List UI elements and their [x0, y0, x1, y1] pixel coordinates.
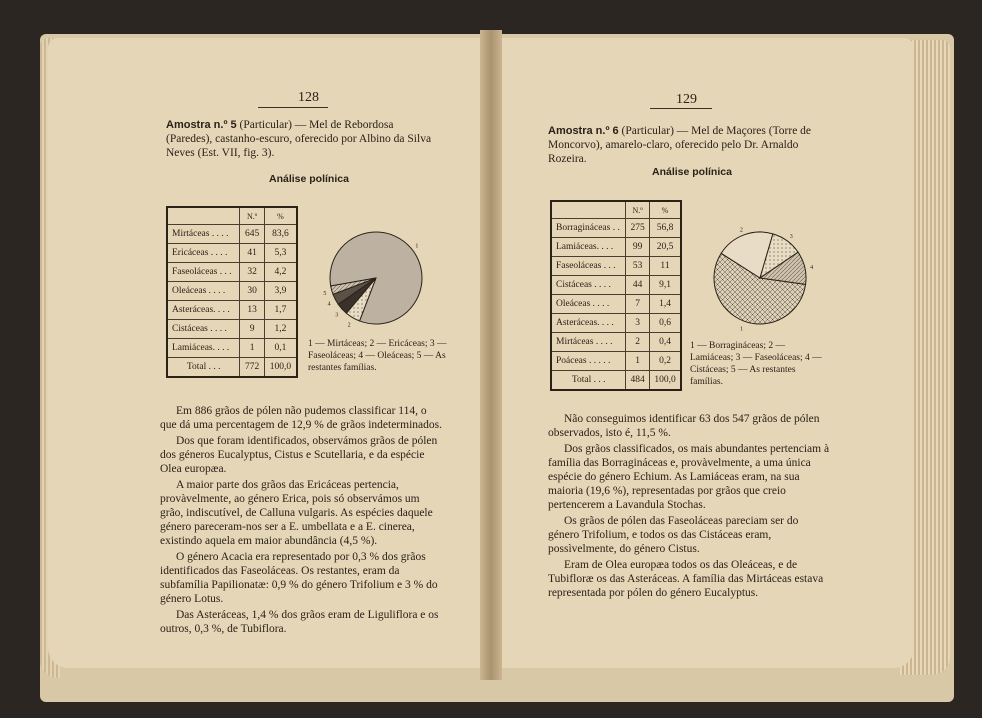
cell: Ericáceas . . . . [167, 244, 240, 263]
cell: Poáceas . . . . . [551, 352, 626, 371]
caption-right: 1 — Borragináceas; 2 — Lamiáceas; 3 — Faseoláceas; 4 — Cistáceas; 5 — As restantes famílias. [690, 341, 822, 387]
cell: 645 [240, 225, 265, 244]
cell: 7 [626, 295, 650, 314]
pie-label-4: 4 [810, 265, 814, 272]
table-header [551, 201, 626, 219]
cell: 83,6 [264, 225, 297, 244]
cell: 3,9 [264, 282, 297, 301]
table-row [551, 333, 681, 352]
header-rule-left [258, 107, 328, 108]
cell: 44 [626, 276, 650, 295]
cell: Cistáceas . . . . [551, 276, 626, 295]
body-text-left [160, 404, 442, 638]
table-row [167, 301, 297, 320]
cell: 0,6 [650, 314, 682, 333]
cell: 32 [240, 263, 265, 282]
cell: 20,5 [650, 238, 682, 257]
paragraph: Não conseguimos identificar 63 dos 547 grãos de pólen observados, isto é, 11,5 %. [548, 413, 820, 439]
caption-left: 1 — Mirtáceas; 2 — Ericáceas; 3 — Faseoláceas; 4 — Oleáceas; 5 — As restantes famílias. [308, 339, 447, 373]
cell: 41 [240, 244, 265, 263]
table-row [551, 314, 681, 333]
cell: 1,7 [264, 301, 297, 320]
pie-label-5: 5 [323, 291, 327, 298]
cell: 11 [650, 257, 682, 276]
cell: 4,2 [264, 263, 297, 282]
table-header [167, 207, 240, 225]
page-number-right: 129 [676, 92, 697, 107]
pie-chart-right [700, 222, 824, 334]
cell: Total . . . [551, 371, 626, 391]
sample-5-text: (Particular) — Mel de Rebordosa (Paredes), castanho-escuro, oferecido por Albino da Silva Neves (Est. VII, fig. 3). [166, 119, 432, 159]
table-row [167, 225, 297, 244]
cell: 1 [240, 339, 265, 358]
table-row [551, 352, 681, 371]
cell: 5,3 [264, 244, 297, 263]
cell: 2 [626, 333, 650, 352]
paragraph: Eram de Olea europæa todos os das Oleáceas, e de Tubifloræ os das Asteráceas. A família das Mirtáceas estava representada por pólen do género Eucalyptus. [548, 559, 824, 599]
sample-6-text: (Particular) — Mel de Maçores (Torre de Moncorvo), amarelo-claro, oferecido pelo Dr. Arnaldo Rozeira. [548, 125, 812, 165]
cell: Borragináceas . . [551, 219, 626, 238]
pie-label-2: 2 [347, 322, 351, 329]
cell: 56,8 [650, 219, 682, 238]
cell: Lamiáceas. . . . [167, 339, 240, 358]
pie-label-3: 3 [335, 312, 339, 319]
paragraph: Dos que foram identificados, observámos grãos de pólen dos géneros Eucalyptus, Cistus e Scutellaria, e da espécie Olea europæa. [160, 435, 438, 475]
cell: Faseoláceas . . . [167, 263, 240, 282]
cell: 1,2 [264, 320, 297, 339]
cell: 99 [626, 238, 650, 257]
table-row [551, 238, 681, 257]
table-total-row [167, 358, 297, 378]
pie-label-3: 3 [789, 234, 793, 241]
header-rule-right [650, 108, 712, 109]
analysis-title-right: Análise polínica [652, 166, 732, 178]
table-row [167, 263, 297, 282]
cell: Lamiáceas. . . . [551, 238, 626, 257]
cell: 100,0 [650, 371, 682, 391]
paragraph: A maior parte dos grãos das Ericáceas pertencia, provàvelmente, ao género Erica, pois só observámos um grão, indiscutível, de Calluna vulgaris. As espécies daquele género pareceram-nos ser a E. umbellata e a E. cinerea, existindo aquela em maior abundância (4,5 %). [160, 479, 433, 547]
cell: Oleáceas . . . . [167, 282, 240, 301]
table-row [551, 276, 681, 295]
cell: Asteráceas. . . . [167, 301, 240, 320]
cell: 0,2 [650, 352, 682, 371]
sample-6-label: Amostra n.º 6 [548, 125, 619, 137]
cell: 13 [240, 301, 265, 320]
book-gutter [480, 30, 502, 680]
sample-5-label: Amostra n.º 5 [166, 119, 237, 131]
paragraph: Dos grãos classificados, os mais abundantes pertenciam à família das Borragináceas e, provàvelmente, a uma única espécie do género Echium. As Lamiáceas eram, na sua maioria (19,6 %), representadas por grãos que creio pertencerem a Lavandula Stochas. [548, 443, 830, 511]
cell: 0,1 [264, 339, 297, 358]
cell: 0,4 [650, 333, 682, 352]
cell: 1 [626, 352, 650, 371]
cell: Mirtáceas . . . . [167, 225, 240, 244]
table-header: % [264, 207, 297, 225]
cell: 9,1 [650, 276, 682, 295]
cell: Total . . . [167, 358, 240, 378]
cell: 30 [240, 282, 265, 301]
cell: 100,0 [264, 358, 297, 378]
paragraph: Em 886 grãos de pólen não pudemos classificar 114, o que dá uma percentagem de 12,9 % de grãos indeterminados. [160, 405, 442, 431]
sample-5-heading [166, 118, 442, 160]
pollen-table-left [166, 206, 298, 378]
analysis-title-left: Análise polínica [269, 173, 349, 185]
table-row [551, 219, 681, 238]
cell: Mirtáceas . . . . [551, 333, 626, 352]
cell: Cistáceas . . . . [167, 320, 240, 339]
table-header: N.º [240, 207, 265, 225]
cell: 1,4 [650, 295, 682, 314]
table-row [167, 320, 297, 339]
cell: 484 [626, 371, 650, 391]
table-header: N.º [626, 201, 650, 219]
table-header: % [650, 201, 682, 219]
table-row [551, 295, 681, 314]
cell: 275 [626, 219, 650, 238]
cell: Asteráceas. . . . [551, 314, 626, 333]
page-number-left: 128 [298, 90, 319, 105]
paragraph: Das Asteráceas, 1,4 % dos grãos eram de Liguliflora e os outros, 0,3 %, de Tubiflora. [160, 609, 439, 635]
pollen-table-right [550, 200, 682, 391]
pie-label-4: 4 [327, 301, 331, 308]
table-row [167, 282, 297, 301]
cell: 53 [626, 257, 650, 276]
pie-chart-left [316, 222, 440, 340]
sample-6-heading [548, 124, 828, 166]
pie-label-1: 1 [415, 243, 419, 250]
pie-label-2: 2 [739, 227, 743, 234]
table-row [167, 244, 297, 263]
table-row [551, 257, 681, 276]
body-text-right [548, 412, 830, 602]
cell: 772 [240, 358, 265, 378]
cell: 9 [240, 320, 265, 339]
cell: Oleáceas . . . . [551, 295, 626, 314]
table-total-row [551, 371, 681, 391]
paragraph: O género Acacia era representado por 0,3 % dos grãos identificados das Faseoláceas. Os restantes, eram da subfamília Papilionatæ: 0,9 % do género Trifolium e 3 % do género Lotus. [160, 551, 438, 605]
paragraph: Os grãos de pólen das Faseoláceas pareciam ser do género Trifolium, e todos os das Cistáceas eram, possìvelmente, do género Cistus. [548, 515, 799, 555]
cell: 3 [626, 314, 650, 333]
table-row [167, 339, 297, 358]
pie-label-1: 1 [740, 326, 744, 333]
cell: Faseoláceas . . . [551, 257, 626, 276]
